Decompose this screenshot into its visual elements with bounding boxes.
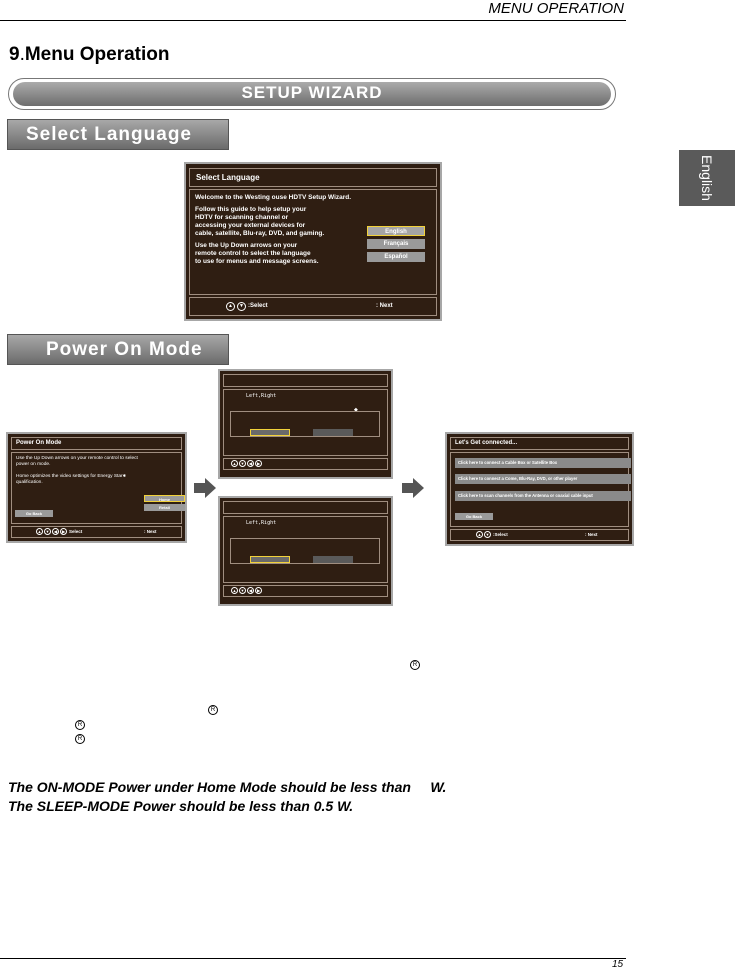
language-option-francais[interactable]: Français xyxy=(367,239,425,249)
running-header: MENU OPERATION xyxy=(488,0,624,17)
power-option-home[interactable]: Home xyxy=(144,495,185,502)
right-arrow-icon xyxy=(194,478,216,498)
power-line: Use the Up Down arrows on your remote control to select xyxy=(16,456,138,461)
lets-get-connected-body xyxy=(450,452,629,527)
section-title xyxy=(9,44,169,66)
setup-wizard-banner xyxy=(8,78,616,110)
mini-screen-footer xyxy=(223,585,388,597)
down-arrow-icon: ▼ xyxy=(240,588,245,593)
connect-cable-box-option[interactable]: Click here to connect a Cable Box or Satellite Box xyxy=(455,458,631,468)
power-mode-mini-screen-top xyxy=(218,369,393,479)
left-arrow-icon: ◀ xyxy=(248,588,253,593)
select-language-screen-body xyxy=(189,189,437,295)
side-tab-label: English xyxy=(699,155,715,201)
right-arrow-icon xyxy=(402,478,424,498)
registered-mark: R xyxy=(208,705,218,715)
mini-option[interactable] xyxy=(313,429,353,436)
footer-next-label: : Next xyxy=(376,303,393,309)
bullet-icon: ◆ xyxy=(354,407,358,413)
mini-screen-title-bar xyxy=(223,374,388,387)
left-right-text: Left,Right xyxy=(246,393,277,399)
left-right-text: Left,Right xyxy=(246,520,277,526)
follow-line: Follow this guide to help setup your xyxy=(195,206,307,213)
lets-get-connected-title: Let's Get connected... xyxy=(450,437,629,450)
power-on-mode-screen-body xyxy=(11,452,182,524)
section-number: 9 xyxy=(9,44,20,65)
use-line: remote control to select the language xyxy=(195,250,311,257)
follow-line: HDTV for scanning channel or xyxy=(195,214,289,221)
up-arrow-icon: ▲ xyxy=(477,532,482,537)
up-arrow-icon: ▲ xyxy=(37,529,42,534)
power-on-mode-screen xyxy=(6,432,187,543)
footer-select-label: Select xyxy=(69,529,83,534)
footer-select-label: :Select xyxy=(248,303,268,309)
follow-line: cable, satellite, Blu-ray, DVD, and gaming. xyxy=(195,230,325,237)
right-arrow-icon: ▶ xyxy=(256,588,261,593)
page-number: 15 xyxy=(612,959,624,970)
use-line: Use the Up Down arrows on your xyxy=(195,242,298,249)
footer-rule xyxy=(0,958,626,959)
language-side-tab xyxy=(679,150,735,206)
mini-screen-title-bar xyxy=(223,501,388,514)
section-title-text: Menu Operation xyxy=(24,44,170,65)
footer-next-label: : Next xyxy=(585,532,598,537)
footer-next-label: : Next xyxy=(144,529,157,534)
follow-line: accessing your external devices for xyxy=(195,222,306,229)
go-back-button[interactable]: Go Back xyxy=(455,513,493,520)
mini-option-selected[interactable] xyxy=(250,556,290,563)
power-on-mode-screen-title: Power On Mode xyxy=(11,437,182,450)
down-arrow-icon: ▼ xyxy=(240,461,245,466)
section-dot: . xyxy=(19,44,25,65)
power-on-mode-heading: Power On Mode xyxy=(7,334,229,365)
up-arrow-icon: ▲ xyxy=(226,302,235,311)
registered-mark: R xyxy=(75,720,85,730)
left-arrow-icon: ◀ xyxy=(248,461,253,466)
use-line: to use for menus and message screens. xyxy=(195,258,319,265)
right-arrow-icon: ▶ xyxy=(61,529,66,534)
scan-channels-option[interactable]: Click here to scan channels from the Antenna or coaxial cable input xyxy=(455,491,631,501)
sleep-mode-power-note: The SLEEP-MODE Power should be less than 0.5 W. xyxy=(8,798,354,814)
select-language-screen xyxy=(184,162,442,321)
welcome-text: Welcome to the Westing ouse HDTV Setup Wizard. xyxy=(195,194,352,201)
power-line: Home optimizes the video settings for Energy Star✱ xyxy=(16,473,127,479)
power-line: power on mode. xyxy=(16,462,51,467)
left-arrow-icon: ◀ xyxy=(53,529,58,534)
setup-wizard-label: SETUP WIZARD xyxy=(241,83,383,102)
mini-option-selected[interactable] xyxy=(250,429,290,436)
header-rule xyxy=(0,20,626,21)
mini-screen-footer xyxy=(223,458,388,470)
select-language-footer xyxy=(189,297,437,316)
power-on-mode-footer xyxy=(11,526,182,538)
select-language-screen-title: Select Language xyxy=(189,168,437,187)
registered-mark: R xyxy=(410,660,420,670)
power-option-retail[interactable]: Retail xyxy=(144,504,185,511)
down-arrow-icon: ▼ xyxy=(45,529,50,534)
up-arrow-icon: ▲ xyxy=(232,588,237,593)
down-arrow-icon: ▼ xyxy=(485,532,490,537)
language-option-espanol[interactable]: Español xyxy=(367,252,425,262)
up-arrow-icon: ▲ xyxy=(232,461,237,466)
footer-select-label: :Select xyxy=(493,532,508,537)
down-arrow-icon: ▼ xyxy=(237,302,246,311)
on-mode-power-note: The ON-MODE Power under Home Mode should be less than W. xyxy=(8,779,447,795)
select-language-heading: Select Language xyxy=(7,119,229,150)
mini-option[interactable] xyxy=(313,556,353,563)
lets-get-connected-screen xyxy=(445,432,634,546)
lets-get-connected-footer xyxy=(450,529,629,541)
language-option-english[interactable]: English xyxy=(367,226,425,236)
registered-mark: R xyxy=(75,734,85,744)
right-arrow-icon: ▶ xyxy=(256,461,261,466)
power-line: qualification. xyxy=(16,480,43,485)
go-back-button[interactable]: Go Back xyxy=(15,510,53,517)
connect-player-option[interactable]: Click here to connect a Come, Blu-Ray, DVD, or other player xyxy=(455,474,631,484)
power-mode-mini-screen-bottom xyxy=(218,496,393,606)
